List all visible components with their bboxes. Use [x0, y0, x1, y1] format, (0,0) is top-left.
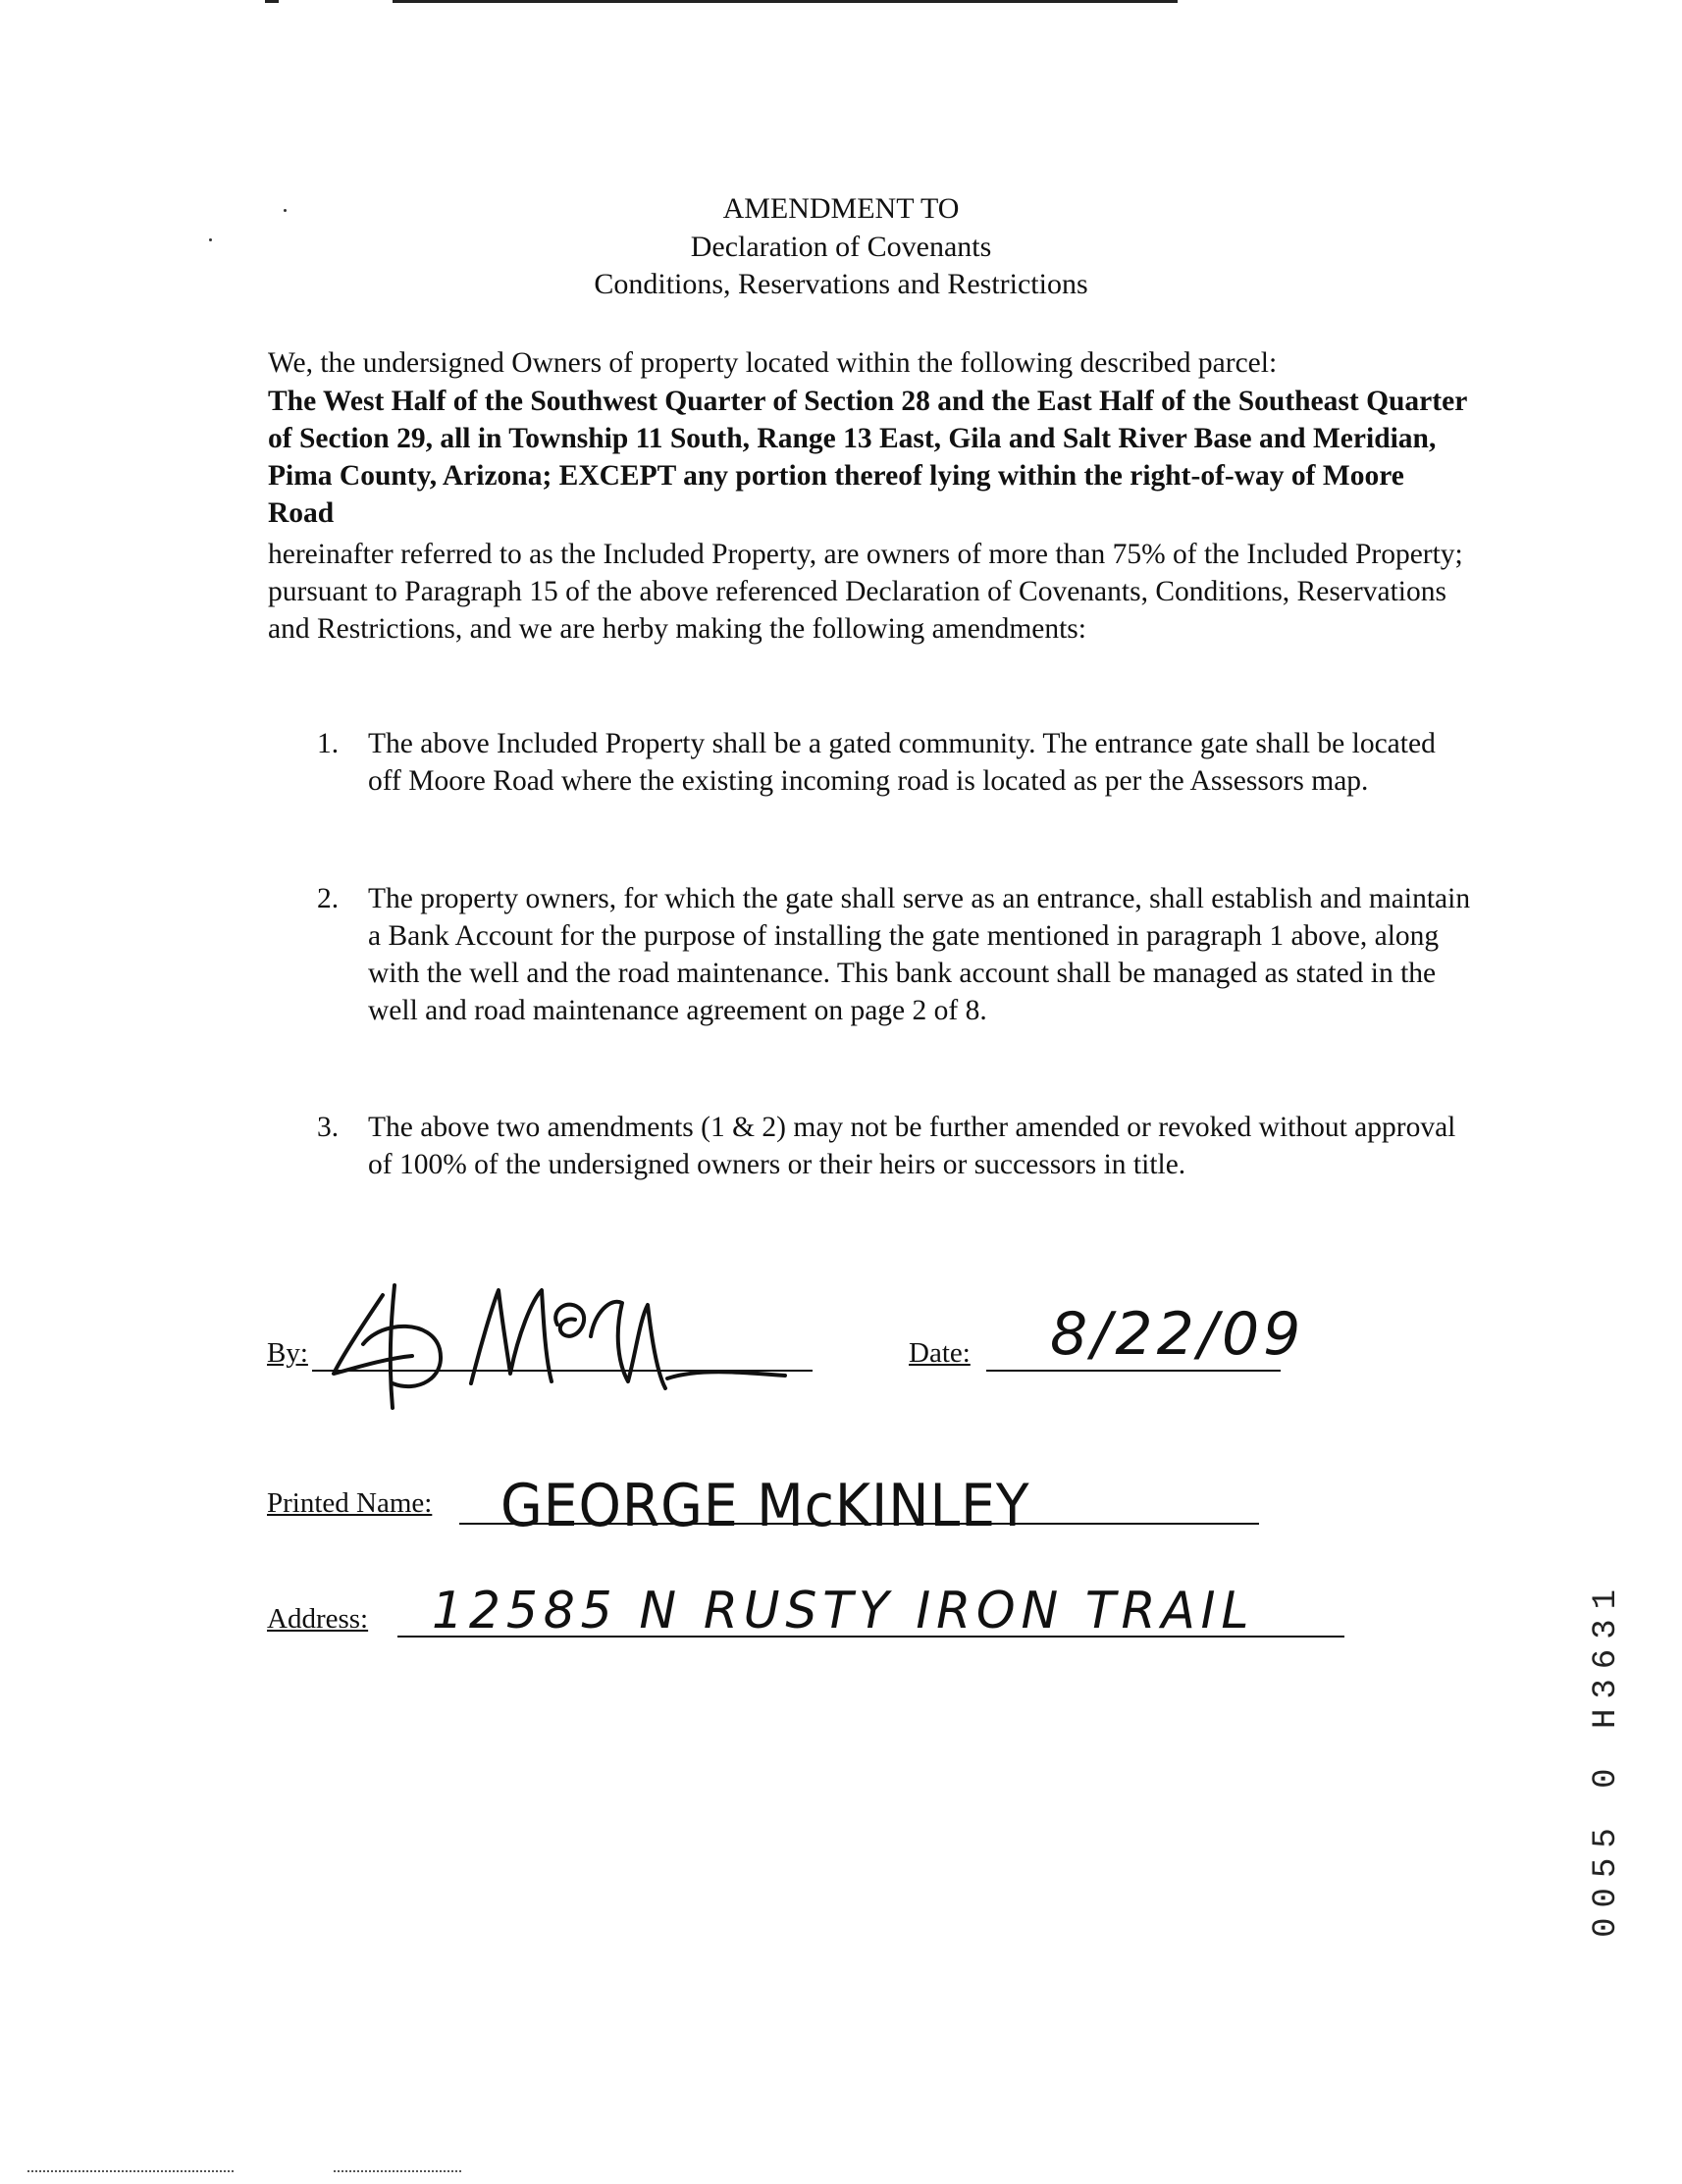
- scan-edge-line: [393, 0, 1178, 3]
- intro-paragraph: We, the undersigned Owners of property located within the following described parcel:: [268, 347, 1278, 379]
- signature-image: [324, 1266, 834, 1413]
- address-value: 12585 N RUSTY IRON TRAIL: [432, 1582, 1255, 1640]
- item-text: The above two amendments (1 & 2) may not be further amended or revoked without approval of 100% of the undersigned owners or their heirs or successors in title.: [368, 1112, 1456, 1180]
- address-label: Address:: [267, 1603, 369, 1635]
- by-label: By:: [267, 1337, 308, 1369]
- date-label: Date:: [909, 1337, 971, 1369]
- date-value: 8/22/09: [1050, 1300, 1305, 1369]
- printed-name-label: Printed Name:: [267, 1487, 433, 1519]
- continuation-paragraph: hereinafter referred to as the Included Property, are owners of more than 75% of the Included Property; pursuant to Paragraph 15 of the above referenced Declaration of Covenants, Conditions, Reservations and Restrictions, and we are herby making the following amendments:: [268, 539, 1463, 645]
- item-number: 1.: [317, 728, 340, 759]
- scan-edge-dots: [27, 2170, 234, 2174]
- document-stamp: 0055 0 H3631: [1588, 1580, 1625, 1938]
- item-number: 3.: [317, 1112, 340, 1143]
- scan-edge-dots: [334, 2170, 461, 2174]
- item-text: The above Included Property shall be a gated community. The entrance gate shall be located off Moore Road where the existing incoming road is located as per the Assessors map.: [368, 728, 1436, 797]
- document-subtitle-2: Conditions, Reservations and Restrictions: [594, 268, 1088, 300]
- printed-name-value: GEORGE McKINLEY: [500, 1472, 1030, 1540]
- date-line: [986, 1370, 1281, 1372]
- item-number: 2.: [317, 883, 340, 914]
- parcel-description: The West Half of the Southwest Quarter of Section 28 and the East Half of the Southeast Quarter of Section 29, all in Township 11 South, Range 13 East, Gila and Salt River Base and Meridian, Pima County, Arizona; EXCEPT any portion thereof lying within the right-of-way of Moore Road: [268, 386, 1467, 529]
- scan-edge-mark: [265, 0, 279, 3]
- item-text: The property owners, for which the gate shall serve as an entrance, shall establish and maintain a Bank Account for the purpose of installing the gate mentioned in paragraph 1 above, along with the well and the road maintenance. This bank account shall be managed as stated in the well and road maintenance agreement on page 2 of 8.: [368, 883, 1471, 1026]
- document-title: AMENDMENT TO: [722, 192, 960, 225]
- document-subtitle: Declaration of Covenants: [690, 231, 992, 263]
